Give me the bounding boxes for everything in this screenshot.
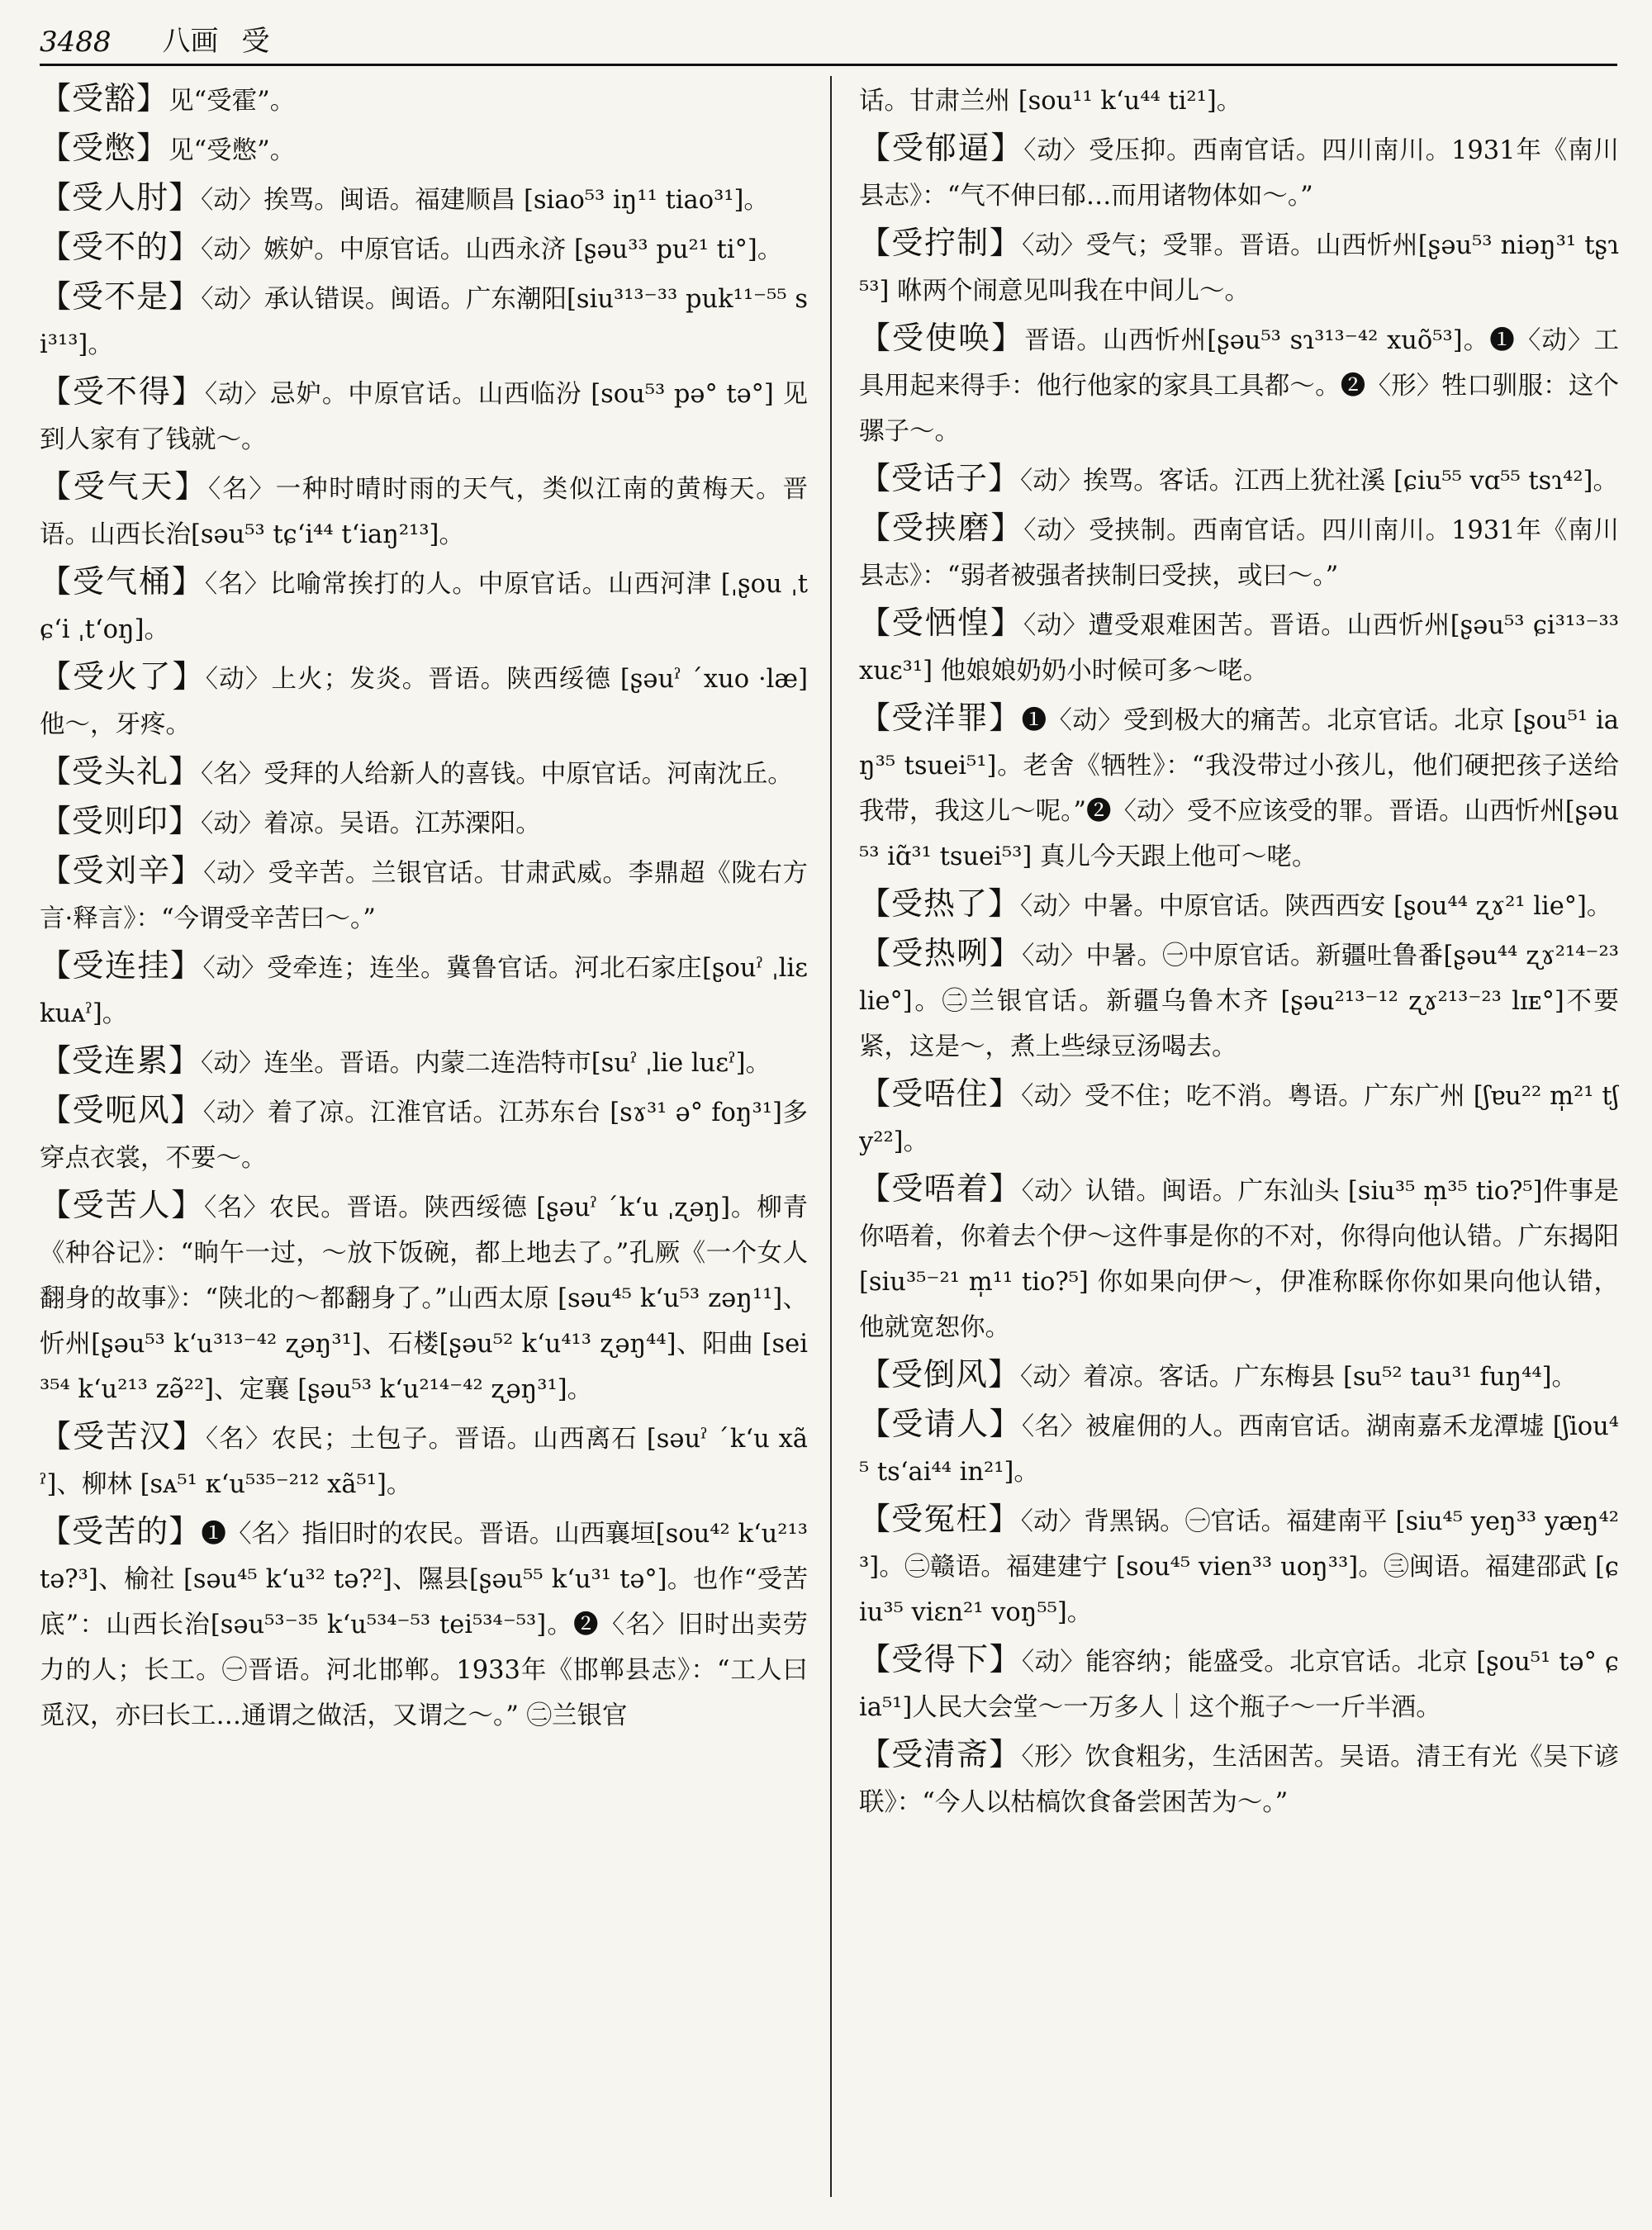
entry-headword: 【受连累】 [40,1042,202,1079]
dictionary-entry [859,881,1619,929]
entry-definition: 〈动〉嫉妒。中原官话。山西永济 [ʂəu³³ pu²¹ ti°]。 [201,235,783,264]
entry-definition: 〈动〉背黑锅。㊀官话。福建南平 [siu⁴⁵ yeŋ³³ yæŋ⁴²³]。㊁赣语。福建建宁 [sou⁴⁵ vien³³ uoŋ³³]。㊂闽语。福建邵武 [ɕiu³⁵ viɛn²¹ voŋ⁵⁵]。 [859,1507,1619,1627]
entry-definition: 〈动〉上火；发炎。晋语。陕西绥德 [ʂəuˀ ˊxuo ·læ]他～，牙疼。 [40,665,808,739]
entry-definition: 〈动〉着凉。客话。广东梅县 [su⁵² tau³¹ fuŋ⁴⁴]。 [1020,1363,1577,1392]
dictionary-entry [859,695,1619,880]
dictionary-entry [40,749,808,797]
dictionary-entry [859,505,1619,599]
entry-definition: 〈动〉承认错误。闽语。广东潮阳[siu³¹³⁻³³ puk¹¹⁻⁵⁵ si³¹³]。 [40,285,808,359]
header-character: 受 [241,25,270,58]
entry-definition: ❶〈名〉指旧时的农民。晋语。山西襄垣[sou⁴² k‘u²¹³ tə?³]、榆社 [səu⁴⁵ k‘u³² tə?²]、隰县[ʂəu⁵⁵ k‘u³¹ tə°]。也作“受苦底”：山西长治[səu⁵³⁻³⁵ k‘u⁵³⁴⁻⁵³ tei⁵³⁴⁻⁵³]。❷〈名〉旧时出卖劳力的人；长工。㊀晋语。河北邯郸。1933年《邯郸县志》：“工人曰觅汉，亦曰长工…通谓之做活，又谓之～。” ㊁兰银官 [40,1520,808,1730]
entry-headword: 【受憋】 [40,130,169,166]
entry-headword: 【受不是】 [40,278,202,315]
entry-definition: 〈形〉饮食粗劣，生活困苦。吴语。清王有光《吴下谚联》：“今人以枯槁饮食备尝困苦为～。” [859,1743,1619,1817]
entry-headword: 【受清斋】 [859,1736,1022,1772]
entry-headword: 【受气桶】 [40,563,205,600]
entry-definition: 晋语。山西忻州[ʂəu⁵³ sɿ³¹³⁻⁴² xuõ⁵³]。❶〈动〉工具用起来得手：他行他家的家具工具都～。❷〈形〉牲口驯服：这个骡子～。 [859,326,1619,446]
entry-headword: 【受头礼】 [40,753,202,790]
entry-definition: 〈名〉农民。晋语。陕西绥德 [ʂəuˀ ˊk‘u ˌʐəŋ]。柳青《种谷记》：“晌午一过，～放下饭碗，都上地去了。”孔厥《一个女人翻身的故事》：“陕北的～都翻身了。”山西太原 [səu⁴⁵ k‘u⁵³ zəŋ¹¹]、忻州[ʂəu⁵³ k‘u³¹³⁻⁴² ʐəŋ³¹]、石楼[ʂəu⁵² k‘u⁴¹³ ʐəŋ⁴⁴]、阳曲 [sei³⁵⁴ k‘u²¹³ zə̃²²]、定襄 [ʂəu⁵³ k‘u²¹⁴⁻⁴² ʐəŋ³¹]。 [40,1193,808,1404]
entry-headword: 【受人肘】 [40,179,202,216]
entry-definition: 〈动〉忌妒。中原官话。山西临汾 [sou⁵³ pə° tə°] 见到人家有了钱就～。 [40,380,808,454]
dictionary-entry [40,1414,808,1507]
dictionary-entry [40,654,808,747]
dictionary-entry [859,76,1619,124]
entry-headword: 【受郁逼】 [859,130,1024,166]
entry-headword: 【受使唤】 [859,320,1025,356]
dictionary-entry [859,1352,1619,1400]
entry-definition: 〈动〉受辛苦。兰银官话。甘肃武威。李鼎超《陇右方言·释言》：“今谓受辛苦曰～。” [40,859,808,933]
page-number: 3488 [40,26,112,59]
entry-headword: 【受不的】 [40,229,202,265]
entry-headword: 【受得下】 [859,1641,1022,1677]
entry-definition: 〈动〉受不住；吃不消。粤语。广东广州 [ʃɐu²² m̩²¹ tʃy²²]。 [859,1082,1619,1156]
entry-definition: 〈动〉受牵连；连坐。冀鲁官话。河北石家庄[ʂouˀ ˌliɛ kuᴀˀ]。 [40,954,808,1028]
right-column [859,76,1619,2205]
dictionary-entry [40,225,808,273]
entry-definition: 〈动〉能容纳；能盛受。北京官话。北京 [ʂou⁵¹ tə° ɕia⁵¹]人民大会堂～一万多人｜这个瓶子～一斤半酒。 [859,1648,1619,1722]
section-label: 八画 [162,25,219,58]
entry-definition: 〈动〉遭受艰难困苦。晋语。山西忻州[ʂəu⁵³ ɕi³¹³⁻³³ xuɛ³¹] 他娘娘奶奶小时候可多～咾。 [859,611,1619,686]
entry-headword: 【受苦汉】 [40,1418,206,1454]
dictionary-entry [40,76,808,124]
dictionary-entry [40,1088,808,1181]
entry-headword: 【受火了】 [40,658,206,695]
entry-headword: 【受话子】 [859,460,1021,496]
entry-headword: 【受唔住】 [859,1075,1022,1112]
column-divider [830,76,832,2197]
dictionary-entry [859,1166,1619,1350]
entry-definition: 〈动〉挨骂。闽语。福建顺昌 [siao⁵³ iŋ¹¹ tiao³¹]。 [201,186,769,215]
dictionary-entry [859,931,1619,1070]
entry-headword: 【受热咧】 [859,935,1023,971]
dictionary-entry [859,456,1619,504]
dictionary-entry [859,126,1619,219]
entry-headword: 【受唔着】 [859,1170,1022,1207]
dictionary-entry [40,559,808,652]
dictionary-entry [859,1637,1619,1730]
dictionary-entry [40,943,808,1037]
entry-definition: 〈名〉农民；土包子。晋语。山西离石 [səuˀ ˊk‘u xãˀ]、柳林 [sᴀ⁵¹ ᴋ‘u⁵³⁵⁻²¹² xã⁵¹]。 [40,1425,808,1499]
entry-headword: 【受热了】 [859,885,1021,922]
entry-definition: 〈动〉中暑。㊀中原官话。新疆吐鲁番[ʂəu⁴⁴ ʐɤ²¹⁴⁻²³ lie°]。㊁兰银官话。新疆乌鲁木齐 [ʂəu²¹³⁻¹² ʐɤ²¹³⁻²³ lɪᴇ°]不要紧，这是～，煮上些绿豆汤喝去。 [859,942,1619,1061]
dictionary-entry [40,126,808,173]
entry-definition: 〈动〉受气；受罪。晋语。山西忻州[ʂəu⁵³ niəŋ³¹ tʂɿ⁵³] 咻两个闹意见叫我在中间儿～。 [859,231,1619,306]
entry-headword: 【受挟磨】 [859,510,1024,546]
entry-headword: 【受苦的】 [40,1513,202,1549]
entry-definition: 〈动〉中暑。中原官话。陕西西安 [ʂou⁴⁴ ʐɤ²¹ lie°]。 [1020,892,1612,921]
dictionary-entry [859,600,1619,694]
entry-headword: 【受倒风】 [859,1356,1021,1393]
entry-definition: 〈名〉比喻常挨打的人。中原官话。山西河津 [ˌʂou ˌtɕ‘i ˌt‘oŋ]。 [40,570,808,644]
entry-headword: 【受气天】 [40,468,209,505]
entry-headword: 【受不得】 [40,373,205,410]
entry-definition: 见“受霍”。 [169,87,296,116]
dictionary-entry [40,369,808,463]
entry-definition: 〈动〉受挟制。西南官话。四川南川。1931年《南川县志》：“弱者被强者挟制曰受挟，或曰～。” [859,516,1619,591]
dictionary-entry [859,221,1619,314]
dictionary-entry [859,316,1619,454]
entry-headword: 【受冤枉】 [859,1501,1021,1537]
page-header [40,15,1617,66]
entry-headword: 【受刘辛】 [40,852,204,889]
left-column [40,76,808,2205]
dictionary-entry [40,175,808,223]
entry-headword: 【受请人】 [859,1406,1022,1442]
entry-headword: 【受拧制】 [859,225,1023,261]
dictionary-entry [40,848,808,942]
entry-definition: 〈动〉连坐。晋语。内蒙二连浩特市[suˀ ˌlie luɛˀ]。 [201,1049,771,1078]
dictionary-entry [40,799,808,847]
dictionary-entry [40,1038,808,1086]
entry-definition: 〈动〉受压抑。西南官话。四川南川。1931年《南川县志》：“气不伸曰郁…而用诸物体如～。” [859,136,1619,211]
dictionary-entry [859,1732,1619,1825]
entry-definition: 〈动〉着凉。吴语。江苏溧阳。 [201,809,541,838]
entry-definition: 〈动〉着了凉。江淮官话。江苏东台 [sɤ³¹ ə° foŋ³¹]多穿点衣裳，不要～。 [40,1098,808,1173]
entry-headword: 【受则印】 [40,803,202,839]
entry-definition: 〈动〉挨骂。客话。江西上犹社溪 [ɕiu⁵⁵ vɑ⁵⁵ tsɿ⁴²]。 [1020,467,1618,496]
dictionary-entry [859,1497,1619,1635]
entry-definition: 〈名〉一种时晴时雨的天气，类似江南的黄梅天。晋语。山西长治[səu⁵³ tɕ‘i⁴⁴ t‘iaŋ²¹³]。 [40,475,808,549]
dictionary-entry [40,464,808,558]
dictionary-entry [859,1402,1619,1495]
dictionary-entry [40,1509,808,1739]
entry-headword: 【受连挂】 [40,947,203,984]
entry-definition: 见“受憋”。 [169,136,296,165]
entry-definition: 〈名〉被雇佣的人。西南官话。湖南嘉禾龙潭墟 [ʃiou⁴⁵ ts‘ai⁴⁴ in²¹]。 [859,1412,1619,1487]
entry-definition: 话。甘肃兰州 [sou¹¹ k‘u⁴⁴ ti²¹]。 [859,87,1242,116]
entry-headword: 【受恓惶】 [859,605,1023,641]
entry-headword: 【受洋罪】 [859,700,1022,736]
entry-definition: 〈动〉认错。闽语。广东汕头 [siu³⁵ m̩³⁵ tio?⁵]件事是你唔着，你着去个伊～这件事是你的不对，你得向他认错。广东揭阳 [siu³⁵⁻²¹ m̩¹¹ tio?⁵] 你如果向伊～，伊准称睬你你如果向他认错，他就宽恕你。 [859,1177,1619,1342]
dictionary-entry [859,1071,1619,1165]
entry-headword: 【受苦人】 [40,1187,205,1223]
dictionary-entry [40,1183,808,1412]
entry-definition: ❶〈动〉受到极大的痛苦。北京官话。北京 [ʂou⁵¹ iaŋ³⁵ tsuei⁵¹]。老舍《牺牲》：“我没带过小孩儿，他们硬把孩子送给我带，我这儿～呢。”❷〈动〉受不应该受的罪。晋语。山西忻州[ʂəu⁵³ iɑ̃³¹ tsuei⁵³] 真儿今天跟上他可～咾。 [859,706,1619,871]
dictionary-entry [40,274,808,368]
entry-definition: 〈名〉受拜的人给新人的喜钱。中原官话。河南沈丘。 [201,760,793,789]
entry-headword: 【受豁】 [40,80,169,116]
entry-headword: 【受呃风】 [40,1092,203,1128]
